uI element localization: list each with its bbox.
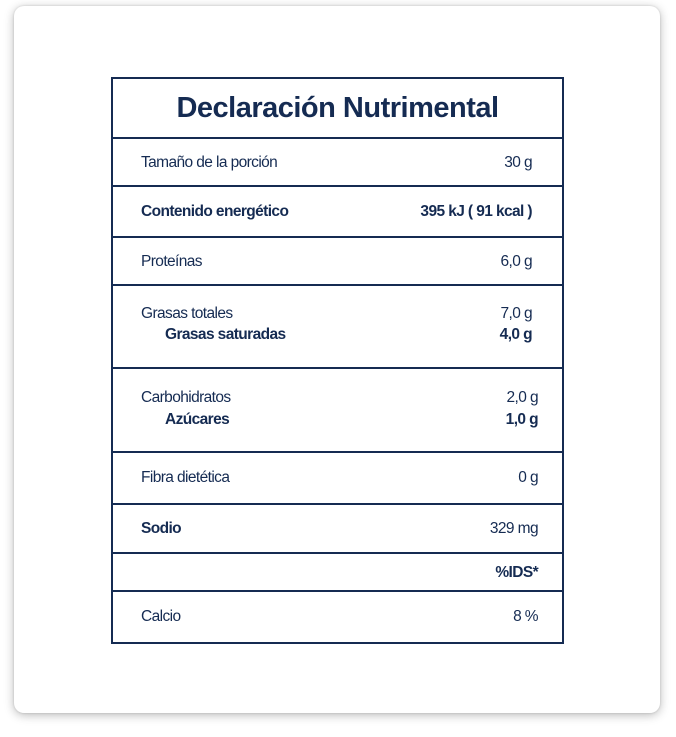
sugar-label: Azúcares [165, 411, 230, 428]
sodium-label: Sodio [141, 520, 182, 537]
row-calcium [113, 590, 562, 642]
fiber-value: 0 g [518, 469, 538, 486]
sugar-value: 1,0 g [505, 411, 538, 428]
carbs-label: Carbohidratos [141, 389, 231, 406]
row-fiber [113, 451, 562, 503]
saturated-fat-value: 4,0 g [499, 326, 532, 343]
calcium-label: Calcio [141, 608, 181, 625]
row-protein [113, 236, 562, 284]
row-serving [113, 137, 562, 185]
energy-label: Contenido energético [141, 203, 289, 220]
fat-label: Grasas totales [141, 305, 233, 322]
fat-value: 7,0 g [500, 305, 532, 322]
row-ids-header [113, 552, 562, 590]
sodium-value: 329 mg [489, 520, 538, 537]
fiber-label: Fibra dietética [141, 469, 230, 486]
protein-label: Proteínas [141, 253, 202, 270]
saturated-fat-label: Grasas saturadas [165, 326, 286, 343]
serving-value: 30 g [504, 154, 532, 171]
row-energy [113, 185, 562, 236]
row-carbs [113, 367, 562, 451]
serving-label: Tamaño de la porción [141, 154, 278, 171]
row-fat [113, 284, 562, 367]
calcium-value: 8 % [513, 608, 538, 625]
panel-title: Declaración Nutrimental [176, 92, 499, 124]
nutrition-facts-panel [111, 77, 564, 644]
carbs-value: 2,0 g [506, 389, 538, 406]
ids-header: %IDS* [495, 564, 538, 581]
energy-value: 395 kJ ( 91 kcal ) [420, 203, 532, 220]
protein-value: 6,0 g [500, 253, 532, 270]
row-sodium [113, 503, 562, 552]
